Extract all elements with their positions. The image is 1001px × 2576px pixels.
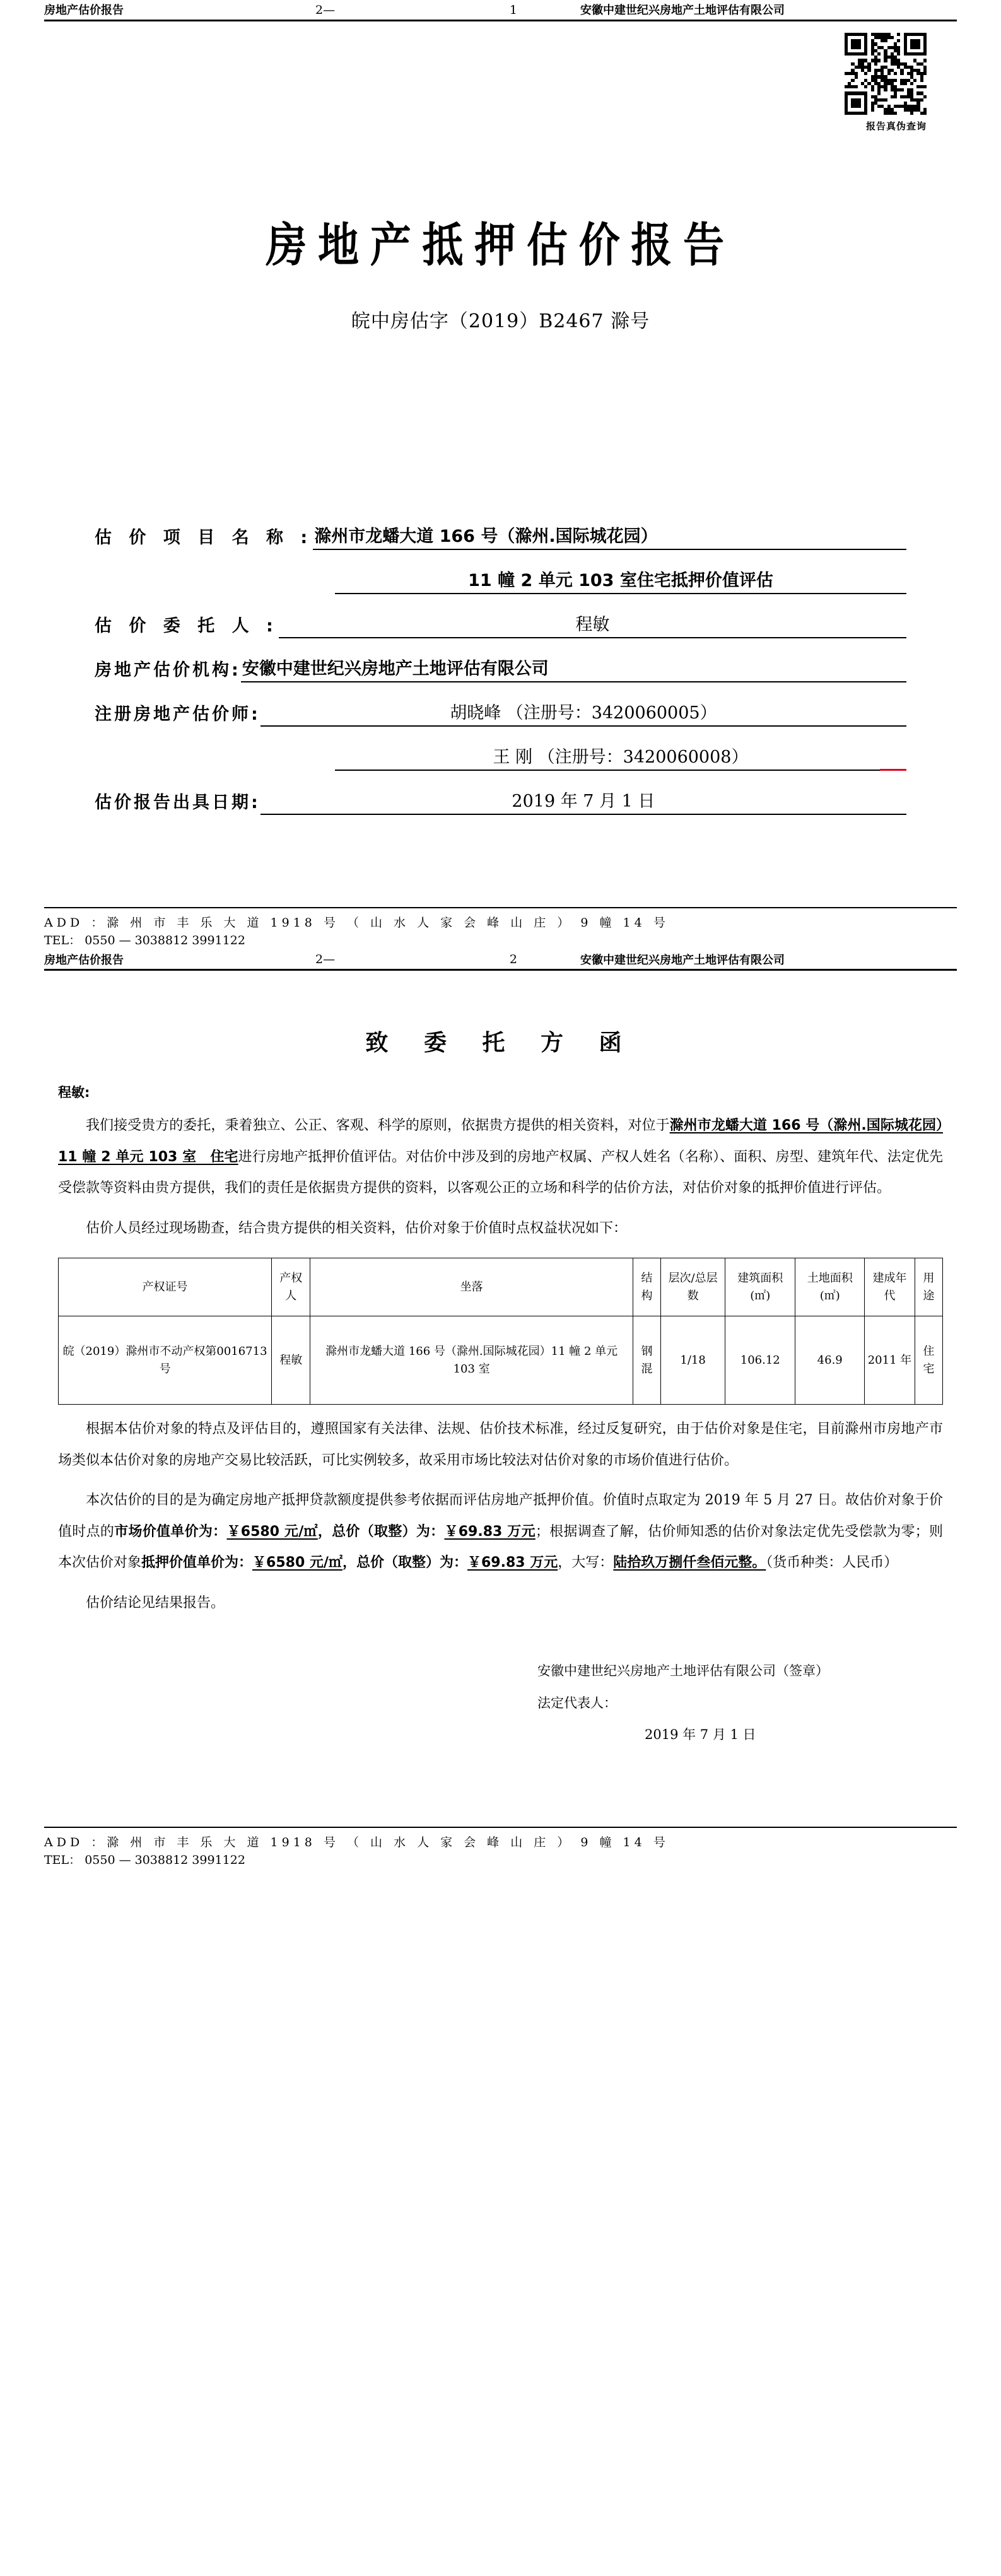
page-title: 房地产抵押估价报告: [266, 218, 735, 272]
footer-address-label-2: ADD ：: [44, 1835, 107, 1850]
letter-body: [0, 1082, 1001, 1750]
cell-use: 住宅: [915, 1316, 942, 1405]
table-head: [59, 1258, 943, 1316]
footer-tel-line: TEL： 0550 — 3038812 3991122: [44, 933, 245, 947]
para1-part-b: 进行房地产抵押价值评估。对估价中涉及到的房地产权属、产权人姓名（名称）、面积、房型、建筑年代、法定优先受偿款等资料由贵方提供，我们的责任是依据贵方提供的资料，以客观公正的立场和科学的估价方法，对估价对象的抵押价值进行评估。: [58, 1149, 943, 1197]
para4-part-h: （货币种类：人民币）: [766, 1555, 898, 1571]
cell-location: 滁州市龙蟠大道 166 号（滁州.国际城花园）11 幢 2 单元 103 室: [310, 1316, 633, 1405]
cover-bottom-spacer: [0, 831, 1001, 907]
letter-salutation: 程敏:: [58, 1085, 90, 1101]
para4-unit-price: ￥6580 元/㎡: [226, 1523, 318, 1540]
letter-paragraph-5: 估价结论见结果报告。: [86, 1595, 225, 1611]
footer-address-text: 滁 州 市 丰 乐 大 道 1918 号 （ 山 水 人 家 会 峰 山 庄 ） 9 幢 14 号: [107, 916, 669, 930]
field-value-issue-date: 2019 年 7 月 1 日: [260, 787, 906, 815]
th-build-area: 建筑面积(㎡): [725, 1258, 795, 1316]
signature-block: [58, 1655, 943, 1750]
header-rule-2: [44, 969, 957, 971]
field-value-project-name-line1: 滁州市龙蟠大道 166 号（滁州.国际城花园）: [313, 522, 906, 550]
running-header-left: 房地产估价报告: [44, 4, 124, 18]
field-value-agency: 安徽中建世纪兴房地产土地评估有限公司: [241, 655, 906, 682]
signature-date: 2019 年 7 月 1 日: [645, 1727, 756, 1743]
table-body: [59, 1316, 943, 1405]
qr-block: [0, 33, 1001, 132]
footer-address-label: ADD ：: [44, 916, 107, 930]
field-label-appraiser: 注册房地产估价师:: [95, 704, 260, 724]
page-prefix-2: 2—: [315, 952, 336, 967]
footer-address-line-2: [44, 1834, 957, 1852]
letter-title: 致 委 托 方 函: [365, 1030, 636, 1057]
cell-owner: 程敏: [272, 1316, 310, 1405]
field-label-project-name: 估 价 项 目 名 称 :: [95, 527, 313, 547]
property-info-table: [58, 1258, 943, 1405]
running-header-pagenum: [290, 4, 542, 17]
field-value-client: 程敏: [279, 611, 906, 638]
page-prefix: 2—: [315, 3, 336, 17]
cell-build-area: 106.12: [725, 1316, 795, 1405]
letter-page: [0, 949, 1001, 1869]
field-label-client: 估 价 委 托 人 :: [95, 616, 279, 636]
signature-company: 安徽中建世纪兴房地产土地评估有限公司（签章）: [537, 1663, 829, 1679]
para4-mortgage-price-label: 抵押价值单价为：: [141, 1555, 253, 1571]
field-value-project-name-line2: 11 幢 2 单元 103 室住宅抵押价值评估: [335, 566, 906, 594]
header-rule: [44, 20, 957, 21]
field-agency: [95, 655, 906, 682]
th-use: 用途: [915, 1258, 942, 1316]
report-number: 皖中房估字（2019）B2467 滁号: [351, 310, 650, 332]
para4-part-g: ，大写：: [558, 1555, 614, 1571]
th-owner: 产权人: [272, 1258, 310, 1316]
field-project-name-cont: [95, 566, 906, 594]
field-project-name: [95, 522, 906, 550]
table-header-row: [59, 1258, 943, 1316]
letter-paragraph-4: [58, 1485, 943, 1579]
signature-legal-rep: 法定代表人：: [537, 1695, 617, 1711]
cell-land-area: 46.9: [795, 1316, 865, 1405]
para4-part-f: ，总价（取整）为：: [342, 1555, 467, 1571]
para4-amount-in-words: 陆拾玖万捌仟叁佰元整。: [613, 1555, 766, 1571]
footer-address-page1: [0, 908, 1001, 949]
th-structure: 结构: [633, 1258, 660, 1316]
para4-mortgage-total-price: ￥69.83 万元: [467, 1555, 558, 1571]
th-floor: 层次/总层数: [660, 1258, 725, 1316]
table-row: [59, 1316, 943, 1405]
letter-paragraph-3: 根据本估价对象的特点及评估目的，遵照国家有关法律、法规、估价技术标准，经过反复研究，由于估价对象是住宅，目前滁州市房地产市场类似本估价对象的房地产交易比较活跃，可比实例较多，故采用市场比较法对估价对象的市场价值进行估价。: [58, 1421, 943, 1468]
page-number: 1: [509, 3, 517, 17]
field-label-agency: 房地产估价机构:: [95, 660, 241, 680]
letter-paragraph-2: 估价人员经过现场勘查，结合贵方提供的相关资料，估价对象于价值时点权益状况如下：: [86, 1220, 628, 1236]
running-header-left-2: 房地产估价报告: [44, 953, 124, 967]
letter-bottom-spacer: [0, 1751, 1001, 1827]
page-number-2: 2: [509, 952, 517, 967]
field-appraiser-2: [95, 743, 906, 771]
footer-address-page2: [0, 1828, 1001, 1869]
cover-page: [0, 0, 1001, 949]
field-label-issue-date: 估价报告出具日期:: [95, 792, 260, 812]
qr-code-icon: [845, 33, 927, 115]
footer-address-line: [44, 915, 957, 932]
para4-market-price-label: 市场价值单价为：: [114, 1523, 227, 1540]
field-value-appraiser-1: 胡晓峰 （注册号：3420060005）: [260, 699, 906, 727]
para1-subject-highlight: 滁州市龙蟠大道 166 号（滁州.国际城花园）11 幢 2 单元 103 室 住宅: [58, 1118, 943, 1165]
qr-caption: 报告真伪查询: [865, 120, 927, 132]
footer-tel-line-2: TEL： 0550 — 3038812 3991122: [44, 1853, 245, 1867]
th-land-area: 土地面积(㎡): [795, 1258, 865, 1316]
cover-form: [95, 522, 906, 815]
running-header-page1: [0, 0, 1001, 20]
para4-part-d: ；根据调查了解，估价师知悉的估价对象法定优先受偿款为零；则本次估价对象: [58, 1523, 943, 1571]
para4-total-price: ￥69.83 万元: [444, 1523, 536, 1540]
footer-address-text-2: 滁 州 市 丰 乐 大 道 1918 号 （ 山 水 人 家 会 峰 山 庄 ） 9 幢 14 号: [107, 1835, 669, 1850]
running-header-right: 安徽中建世纪兴房地产土地评估有限公司: [580, 4, 785, 18]
cell-structure: 钢混: [633, 1316, 660, 1405]
cell-floor: 1/18: [660, 1316, 725, 1405]
running-header-page2: [0, 949, 1001, 969]
field-issue-date: [95, 787, 906, 815]
field-value-appraiser-2: 王 刚 （注册号：3420060008）: [335, 743, 906, 771]
letter-paragraph-1: [58, 1110, 943, 1204]
cell-cert-no: 皖（2019）滁州市不动产权第0016713号: [59, 1316, 272, 1405]
para4-part-c: ，总价（取整）为：: [317, 1523, 445, 1540]
th-year: 建成年代: [865, 1258, 915, 1316]
cell-year: 2011 年: [865, 1316, 915, 1405]
th-location: 坐落: [310, 1258, 633, 1316]
para1-part-a: 我们接受贵方的委托，秉着独立、公正、客观、科学的原则，依据贵方提供的相关资料，对位于: [86, 1118, 670, 1134]
running-header-right-2: 安徽中建世纪兴房地产土地评估有限公司: [580, 953, 785, 967]
para4-part-a: 本次估价的目的是为确定房地产抵押贷款额度提供参考依据而评估房地产抵押价值。价值时点取定为 2019 年 5 月 27 日。故估价对象于价值时点的: [58, 1492, 943, 1540]
field-client: [95, 611, 906, 638]
para4-mortgage-unit-price: ￥6580 元/㎡: [252, 1555, 342, 1571]
running-header-pagenum-2: [290, 953, 542, 966]
field-appraiser-1: [95, 699, 906, 727]
th-cert-no: 产权证号: [59, 1258, 272, 1316]
